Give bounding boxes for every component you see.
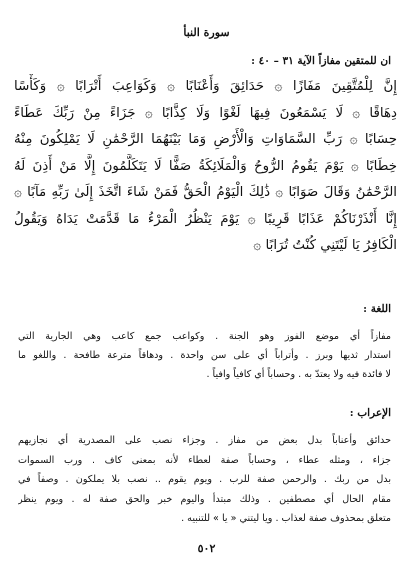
verse-line: الرَّحْمَٰنُ وَقَالَ صَوَابًا ۞ ذَٰلِكَ الْيَوْمُ الْحَقُّ فَمَنْ شَاءَ اتَّخَذَ إِلَىٰ رَبِّهِ مَآبًا ۞ — [14, 185, 397, 200]
quran-verses — [14, 74, 397, 260]
irab-text — [18, 431, 391, 529]
lugha-line: لا فائدة فيه ولا يعتدّ به . وحساباً أي كافياً وافياً . — [206, 369, 391, 380]
verse-line: الْكَافِرُ يَا لَيْتَنِي كُنْتُ تُرَابًا ۞ — [253, 238, 397, 253]
irab-line: بدل من ربك . والرحمن صفة للرب . ويوم يقوم .. نصب بلا يملكون . وصفاً في — [18, 474, 391, 485]
verse-line: إِنَّا أَنْذَرْنَاكُمْ عَذَابًا قَرِيبًا ۞ يَوْمَ يَنْظُرُ الْمَرْءُ مَا قَدَّمَتْ يَدَاهُ وَيَقُولُ — [14, 211, 397, 227]
lugha-line: مفازاً أي موضع الفوز وهو الجنة . وكواعب جمع كاعب وهي الجارية التي — [18, 331, 391, 342]
irab-heading: الإعراب : — [349, 407, 391, 419]
lugha-text — [18, 327, 391, 384]
irab-line: حدائق وأعناباً بدل بعض من مفاز . وجزاء نصب على المصدرية أي نجازيهم — [18, 435, 391, 446]
verses-range-heading: ان للمتقين مفازاً الآية ٣١ – ٤٠ : — [251, 55, 391, 67]
surah-title: سورة النبأ — [183, 26, 230, 39]
lugha-line: استدار ثديها وبرز . وأتراباً أي على سن واحدة . ودهاقاً مترعة طافحة . واللغو ما — [18, 350, 391, 361]
irab-line: جزاء ، ومثله عطاء ، وحساباً صفة لعطاء لأنه بمعنى كاف . ورب السموات — [18, 454, 391, 466]
irab-line: مقام الحال أي مصطفين . وذلك مبتدأ واليوم خبر والحق صفة له . ويوم ينظر — [18, 493, 391, 505]
verse-line: خِطَابًا ۞ يَوْمَ يَقُومُ الرُّوحُ وَالْمَلَائِكَةُ صَفًّا لَا يَتَكَلَّمُونَ إِلَّا مَنْ أَذِنَ لَهُ — [14, 158, 397, 174]
verse-line: إِنَّ لِلْمُتَّقِينَ مَفَازًا ۞ حَدَائِقَ وَأَعْنَابًا ۞ وَكَوَاعِبَ أَتْرَابًا ۞ وَكَأْسًا — [14, 79, 397, 94]
page-number: ٥٠٢ — [197, 542, 216, 555]
verse-line: حِسَابًا ۞ رَبِّ السَّمَاوَاتِ وَالْأَرْضِ وَمَا بَيْنَهُمَا الرَّحْمَٰنِ لَا يَمْلِكُونَ مِنْهُ — [14, 132, 397, 147]
irab-line: متعلق بمحذوف صفة لعذاب . ويا ليتني « يا » للتنبيه . — [181, 513, 391, 524]
verse-line: دِهَاقًا ۞ لَا يَسْمَعُونَ فِيهَا لَغْوًا وَلَا كِذَّابًا ۞ جَزَاءً مِنْ رَبِّكَ عَطَاءً — [14, 105, 397, 121]
lugha-heading: اللغة : — [363, 303, 391, 315]
